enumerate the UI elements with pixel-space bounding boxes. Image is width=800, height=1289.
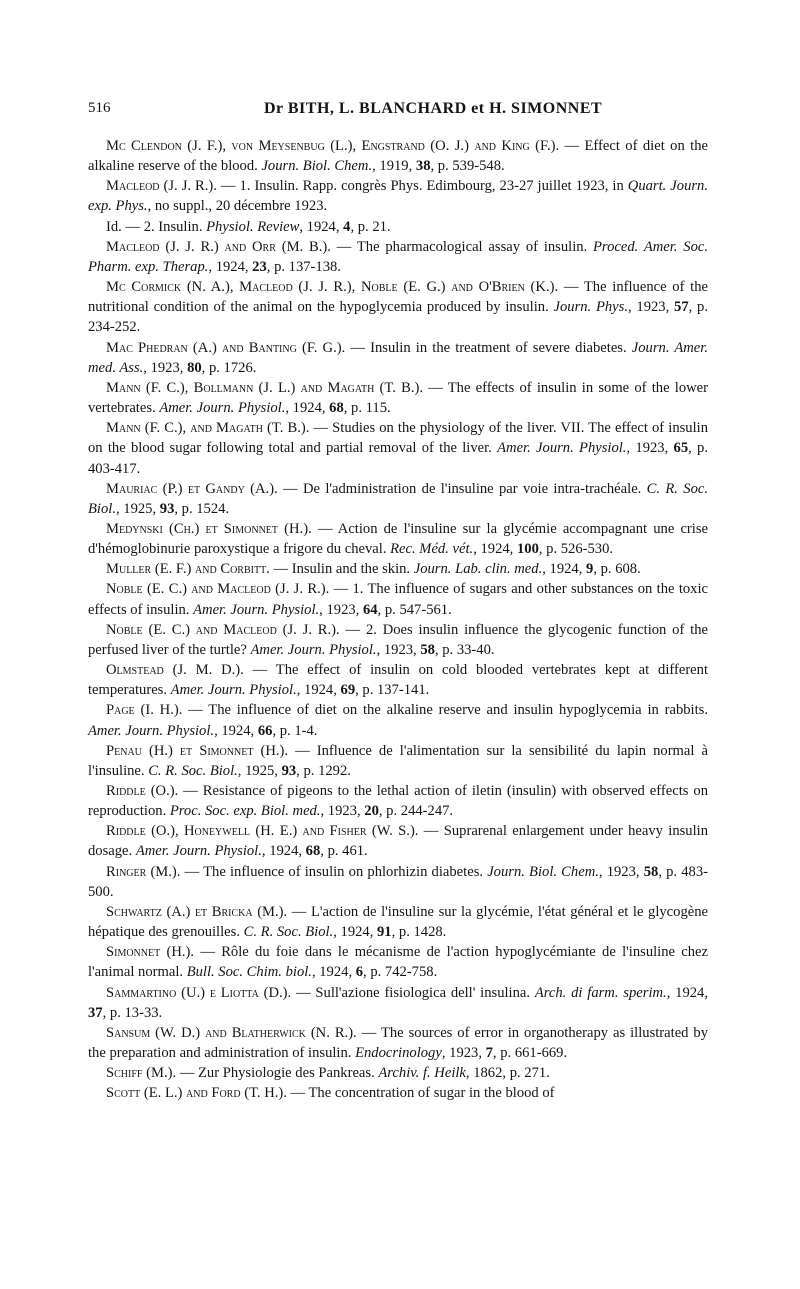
reference-details: , 1862, [465,1065,510,1082]
reference-source: Quart. Journ. exp. Phys. [88,178,708,215]
reference-pages: , p. 547-561. [377,601,452,618]
reference-pages: , p. 461. [320,843,368,860]
reference-entry [88,217,708,237]
reference-pages: , p. 137-141. [355,682,430,699]
reference-details: , 1924, [299,218,344,235]
reference-volume: 9 [586,561,594,578]
reference-source: Journ. Amer. med. Ass. [88,339,708,376]
reference-details: , 1924, [473,541,517,558]
reference-source: Amer. Journ. Physiol. [159,400,286,417]
reference-pages: suppl., 20 décembre 1923. [173,198,328,215]
reference-title: — The influence of diet on the alkaline reserve and insulin hypoglycemia in rabbits. [182,702,708,719]
reference-pages: , p. 137-138. [266,258,341,275]
reference-details: , 1923, [441,1045,486,1062]
reference-entry [88,479,708,519]
reference-source: Amer. Journ. Physiol. [193,601,320,618]
reference-volume: 65 [673,440,689,457]
reference-title: — 1. Insulin. Rapp. congrès Phys. Edimbourg, 23-27 juillet 1923, in [216,178,628,195]
reference-entry [88,862,708,902]
reference-title: — Influence de l'alimentation sur la sensibilité du lapin normal à l'insuline. [88,742,708,779]
reference-title: — Insulin in the treatment of severe diabetes. [345,339,632,356]
reference-source: Bull. Soc. Chim. biol. [186,964,312,981]
reference-entry [88,781,708,821]
reference-authors: Mc Clendon (J. F.), von Meysenbug (L.), Engstrand (O. J.) and King (F.). [106,138,560,154]
reference-title: — The sources of error in organotherapy as illustrated by the preparation and administration of insulin. [88,1024,709,1062]
reference-source: Endocrinology [355,1045,442,1062]
reference-entry [88,418,708,478]
reference-source: Amer. Journ. Physiol. [88,722,215,739]
reference-pages: , p. 21. [350,218,391,235]
page-number: 516 [88,100,111,116]
reference-details: , 1924, [296,682,341,699]
reference-details: , 1923, [319,601,363,618]
reference-authors: Macleod (J. J. R.). [106,178,217,195]
reference-pages: , p. 526-530. [538,541,614,558]
reference-volume: 68 [305,843,321,860]
reference-source: Proced. Amer. Soc. Pharm. exp. Therap. [88,238,708,275]
reference-pages: , p. 483-500. [88,863,708,900]
reference-title: — The effects of insulin in some of the lower vertebrates. [88,379,708,417]
reference-details: , 1924, [311,964,356,981]
reference-pages: , p. 244-247. [378,803,454,820]
reference-authors: Simonnet (H.). [106,944,195,961]
reference-volume: 7 [485,1045,493,1062]
reference-authors: Muller (E. F.) and Corbitt. [106,561,270,578]
reference-entry [88,660,708,700]
reference-authors: Penau (H.) et Simonnet (H.). [106,742,289,759]
reference-title: — Action de l'insuline sur la glycémie accompagnant une crise d'hémoglobinurie paroxystique a frigore du cheval. [88,520,708,558]
reference-source: Amer. Journ. Physiol. [497,440,627,457]
reference-entry [88,176,708,216]
reference-title: — 1. The influence of sugars and other substances on the toxic effects of insulin. [88,581,708,618]
reference-pages: , p. 13-33. [102,1004,163,1021]
reference-pages: , p. 1524. [174,500,230,517]
reference-authors: Riddle (O.). [106,783,179,799]
reference-volume: 93 [159,500,175,517]
reference-pages: , p. 234-252. [88,299,708,336]
reference-authors: Noble (E. C.) and Macleod (J. J. R.). [106,621,340,638]
reference-pages: , p. 608. [593,561,641,578]
reference-entry [88,237,708,277]
reference-details: , 1924, [666,984,708,1001]
reference-pages: , p. 1726. [201,359,257,376]
reference-authors: Mauriac (P.) et Gandy (A.). [106,480,278,497]
reference-source: C. R. Soc. Biol. [243,924,334,941]
reference-title: — 2. Does insulin influence the glycogenic function of the perfused liver of the turtle? [88,621,708,658]
reference-entry [88,620,708,660]
reference-pages: , p. 742-758. [363,964,438,981]
reference-title: — Studies on the physiology of the liver. VII. The effect of insulin on the blood sugar following total and partial removal of the liver. [88,420,709,457]
running-head: Dr BITH, L. BLANCHARD et H. SIMONNET [264,100,603,117]
reference-volume: 57 [674,299,689,316]
reference-authors: Schwartz (A.) et Bricka (M.). [106,903,288,920]
reference-title: — The concentration of sugar in the blood of [286,1085,555,1102]
reference-authors: Mann (F. C.), Bollmann (J. L.) and Magath (T. B.). [106,379,423,396]
reference-authors: Scott (E. L.) and Ford (T. H.). [106,1085,287,1102]
reference-volume: 69 [340,682,356,699]
reference-entry [88,277,708,337]
reference-details: , 1923, [320,803,365,820]
reference-volume: 80 [187,359,202,376]
reference-title: — Zur Physiologie des Pankreas. [176,1065,379,1082]
reference-source: Amer. Journ. Physiol. [250,641,377,658]
reference-source: Arch. di farm. sperim. [534,984,667,1001]
reference-entry [88,338,708,378]
reference-title: Id. — 2. Insulin. [106,218,207,235]
reference-volume: 93 [281,762,297,779]
reference-authors: Page (I. H.). [106,702,183,719]
reference-details: , 1923, [376,641,421,658]
reference-title: — L'action de l'insuline sur la glycémie, l'état général et le glycogène hépatique des grenouilles. [88,903,708,941]
reference-source: Journ. Biol. Chem. [261,158,373,175]
reference-entry [88,519,708,559]
reference-details: , 1925, [115,500,160,517]
reference-volume: 58 [643,863,659,880]
reference-details: , 1923, [628,299,675,316]
reference-entry [88,1063,708,1083]
reference-pages: , p. 1428. [391,924,447,941]
reference-source: Amer. Journ. Physiol. [135,843,262,860]
reference-source: Physiol. Review [206,218,300,235]
reference-details: , 1924, [261,843,306,860]
reference-authors: Olmstead (J. M. D.). [106,662,244,679]
reference-title: — Effect of diet on the alkaline reserve of the blood. [88,138,708,175]
reference-details: , 1919, [372,158,416,175]
reference-entry [88,902,708,942]
reference-volume: 4 [343,218,351,235]
reference-volume: 68 [329,400,344,417]
reference-volume: 38 [415,158,431,175]
reference-details: , 1924, [542,561,587,578]
reference-title: — The effect of insulin on cold blooded vertebrates kept at different temperatures. [88,662,709,699]
reference-source: Journ. Lab. clin. med. [413,561,543,578]
reference-authors: Mc Cormick (N. A.), Macleod (J. J. R.), Noble (E. G.) and O'Brien (K.). [106,279,559,296]
reference-pages: , p. 115. [343,400,391,417]
reference-authors: Mac Phedran (A.) and Banting (F. G.). [106,339,346,356]
reference-details: , no [147,198,174,215]
reference-source: Journ. Phys. [553,299,628,316]
reference-authors: Riddle (O.), Honeywell (H. E.) and Fisher (W. S.). [106,823,419,840]
reference-volume: 91 [377,924,392,941]
reference-volume: 100 [516,541,539,558]
reference-authors: Medynski (Ch.) et Simonnet (H.). [106,520,312,537]
reference-title: — Sull'azione fisiologica dell' insulina. [291,984,535,1001]
reference-volume: 20 [364,803,379,820]
page-header [88,100,706,122]
reference-source: C. R. Soc. Biol. [148,762,238,779]
reference-source: Journ. Biol. Chem. [487,863,599,880]
reference-source: Amer. Journ. Physiol. [170,682,297,699]
reference-pages: , p. 539-548. [430,158,505,175]
reference-details: , 1923, [626,440,674,457]
reference-entry [88,700,708,740]
reference-source: C. R. Soc. Biol. [88,480,708,517]
reference-title: — The influence of insulin on phlorhizin diabetes. [180,863,488,880]
reference-list [88,136,708,1104]
reference-source: Archiv. f. Heilk [378,1065,466,1082]
reference-entry [88,942,708,982]
reference-pages: , p. 661-669. [492,1045,568,1062]
reference-pages: p. 271. [509,1065,550,1082]
reference-entry [88,579,708,619]
reference-title: — Rôle du foie dans le mécanisme de l'action hypoglycémiante de l'insuline chez l'animal normal. [88,944,708,981]
reference-title: — Suprarenal enlargement under heavy insulin dosage. [88,823,708,860]
reference-authors: Noble (E. C.) and Macleod (J. J. R.). [106,581,330,598]
reference-entry [88,136,708,176]
reference-title: — Insulin and the skin. [269,561,414,578]
reference-authors: Sansum (W. D.) and Blatherwick (N. R.). [106,1024,357,1041]
reference-pages: , p. 403-417. [88,440,709,477]
reference-authors: Schiff (M.). [106,1065,177,1082]
reference-title: — The pharmacological assay of insulin. [330,238,594,255]
reference-authors: Ringer (M.). [106,863,181,880]
reference-entry [88,1083,708,1103]
reference-source: Proc. Soc. exp. Biol. med. [169,803,321,820]
reference-authors: Sammartino (U.) e Liotta (D.). [106,984,292,1001]
reference-entry [88,1023,708,1063]
reference-volume: 37 [88,1004,103,1021]
reference-authors: Mann (F. C.), and Magath (T. B.). [106,420,310,437]
reference-authors: Macleod (J. J. R.) and Orr (M. B.). [106,238,331,255]
reference-entry [88,741,708,781]
reference-details: , 1924, [285,400,330,417]
reference-entry [88,821,708,861]
reference-volume: 23 [252,258,267,275]
reference-title: — The influence of the nutritional condition of the animal on the hypoglycemia produced by insulin. [88,279,708,316]
reference-source: Rec. Méd. vét. [390,541,474,558]
reference-volume: 6 [355,964,364,981]
reference-details: , 1924, [214,722,258,739]
reference-volume: 64 [362,601,378,618]
reference-pages: , p. 1-4. [272,722,318,739]
reference-title: — Resistance of pigeons to the lethal action of iletin (insulin) with observed effects on reproduction. [88,783,708,820]
reference-details: , 1924, [208,258,253,275]
reference-details: , 1923, [143,359,188,376]
reference-pages: , p. 1292. [296,762,351,779]
reference-details: , 1923, [598,863,644,880]
reference-entry [88,378,708,418]
reference-details: , 1925, [237,762,282,779]
reference-entry [88,559,708,579]
reference-pages: , p. 33-40. [434,641,495,658]
reference-details: , 1924, [333,924,377,941]
reference-volume: 66 [257,722,273,739]
reference-title: — De l'administration de l'insuline par voie intra-trachéale. [277,480,647,497]
reference-volume: 58 [420,641,435,658]
reference-entry [88,983,708,1023]
